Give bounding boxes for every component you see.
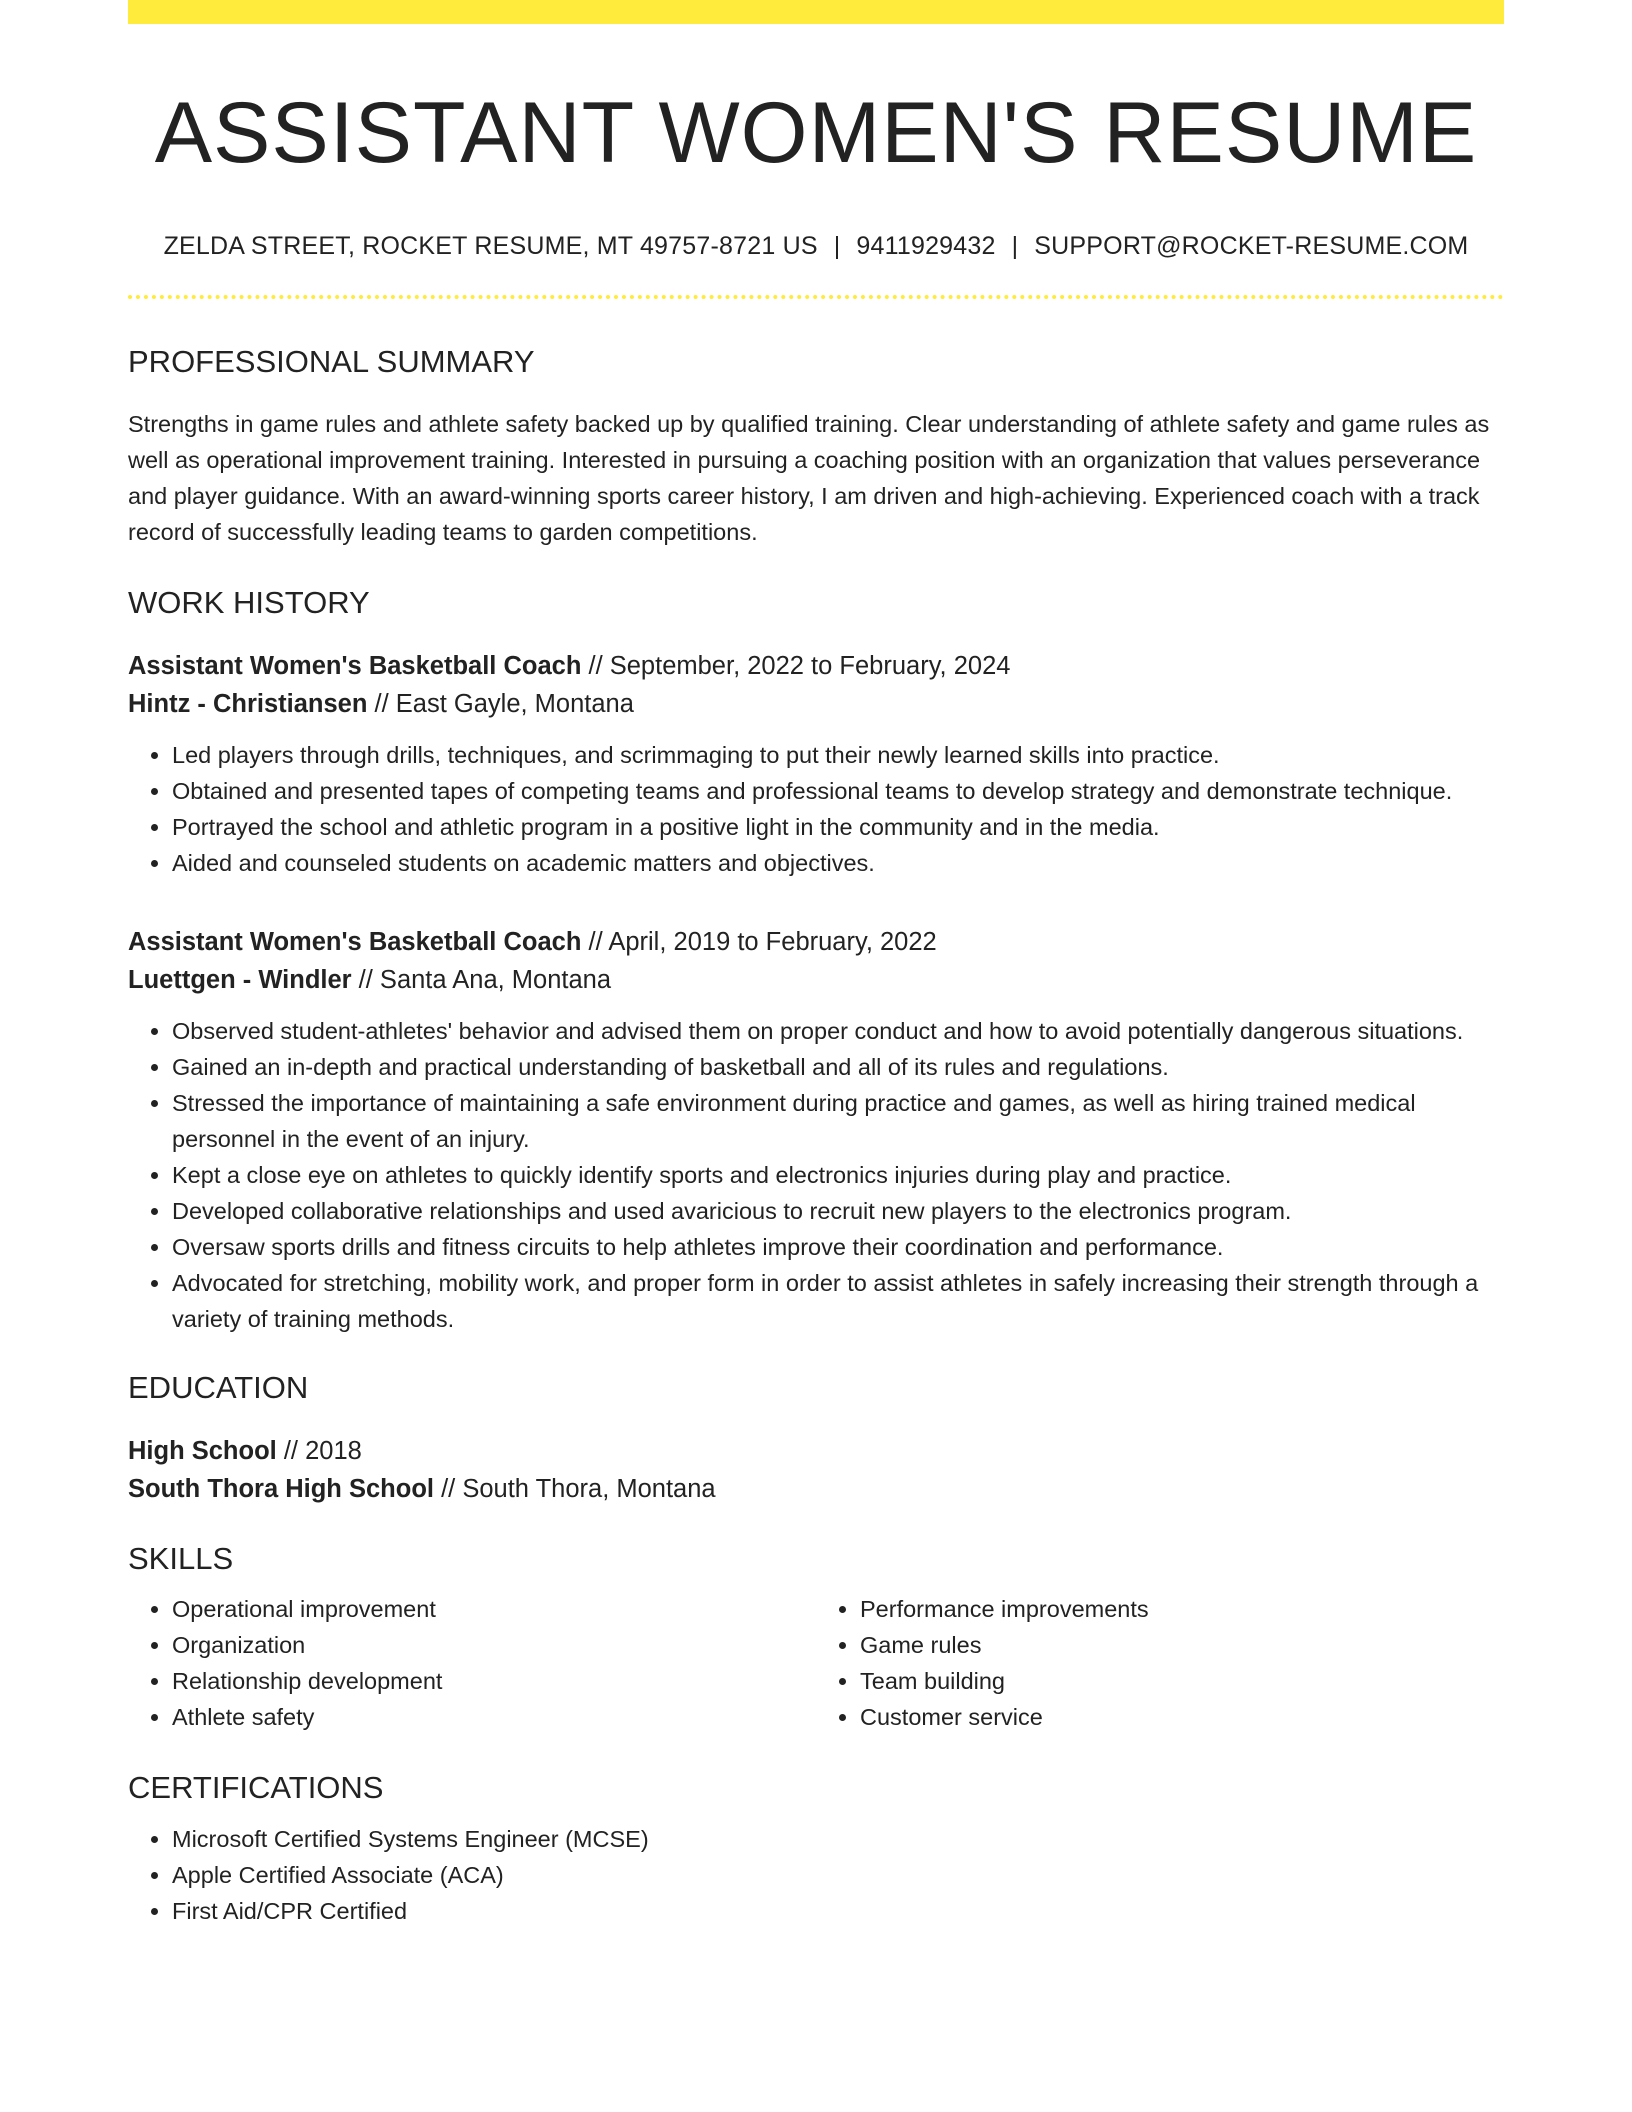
education-entry: [128, 1432, 1504, 1508]
list-item: • Aided and counseled students on academic matters and objectives.: [172, 845, 1504, 881]
list-item: • Microsoft Certified Systems Engineer (MCSE): [172, 1821, 1504, 1857]
list-item: • Obtained and presented tapes of competing teams and professional teams to develop strategy and demonstrate technique.: [172, 773, 1504, 809]
list-item: • Oversaw sports drills and fitness circuits to help athletes improve their coordination and performance.: [172, 1229, 1504, 1265]
list-item: • Portrayed the school and athletic program in a positive light in the community and in the media.: [172, 809, 1504, 845]
job-title: Assistant Women's Basketball Coach: [128, 651, 582, 680]
accent-top-bar: [128, 0, 1504, 24]
resume-title: ASSISTANT WOMEN'S RESUME: [154, 85, 1478, 181]
job-company: Luettgen - Windler: [128, 965, 352, 994]
list-item: • Organization: [172, 1627, 816, 1663]
list-item: • Customer service: [860, 1699, 1504, 1735]
certifications-list: [128, 1821, 1504, 1929]
contact-line: [128, 231, 1504, 261]
contact-phone: 9411929432: [856, 231, 996, 260]
school-line: [128, 1470, 1504, 1508]
certifications-heading: CERTIFICATIONS: [128, 1770, 384, 1806]
school-location: // South Thora, Montana: [433, 1475, 716, 1504]
job-title-line: [128, 647, 1504, 685]
skills-list-right: [816, 1591, 1504, 1735]
job-duties-list: [128, 737, 1504, 881]
list-item: • Performance improvements: [860, 1591, 1504, 1627]
education-section: [128, 1369, 1504, 1508]
list-item: • Apple Certified Associate (ACA): [172, 1857, 1504, 1893]
summary-section: [128, 343, 1504, 550]
list-item: • Team building: [860, 1663, 1504, 1699]
contact-email: SUPPORT@ROCKET-RESUME.COM: [1034, 231, 1469, 260]
list-item: • Athlete safety: [172, 1699, 816, 1735]
degree: High School: [128, 1437, 277, 1466]
list-item: • Advocated for stretching, mobility work, and proper form in order to assist athletes in safely increasing their strength through a variety of training methods.: [172, 1265, 1504, 1337]
contact-separator: |: [1011, 231, 1019, 260]
job-entry: [128, 923, 1504, 1337]
skills-grid: [128, 1591, 1504, 1735]
education-heading: EDUCATION: [128, 1369, 309, 1405]
list-item: • Developed collaborative relationships and used avaricious to recruit new players to the electronics program.: [172, 1193, 1504, 1229]
job-duties-list: [128, 1013, 1504, 1337]
list-item: • Kept a close eye on athletes to quickly identify sports and electronics injuries during play and practice.: [172, 1157, 1504, 1193]
job-title: Assistant Women's Basketball Coach: [128, 927, 582, 956]
job-location: // East Gayle, Montana: [367, 689, 634, 718]
job-title-line: [128, 923, 1504, 961]
summary-text: Strengths in game rules and athlete safety backed up by qualified training. Clear understanding of athlete safety and game rules as well as operational improvement training. Interested in pursuing a coaching position with an organization that values perseverance and player guidance. With an award-winning sports career history, I am driven and high-achieving. Experienced coach with a track record of successfully leading teams to garden competitions.: [128, 410, 1490, 545]
job-company: Hintz - Christiansen: [128, 689, 368, 718]
contact-address: ZELDA STREET, ROCKET RESUME, MT 49757-8721 US: [163, 231, 818, 260]
job-location: // Santa Ana, Montana: [351, 965, 612, 994]
skills-section: [128, 1540, 1504, 1735]
job-dates: // September, 2022 to February, 2024: [581, 651, 1011, 680]
work-history-heading: WORK HISTORY: [128, 584, 370, 620]
contact-separator: |: [833, 231, 841, 260]
job-company-line: [128, 685, 1504, 723]
list-item: • Game rules: [860, 1627, 1504, 1663]
degree-line: [128, 1432, 1504, 1470]
list-item: • Operational improvement: [172, 1591, 816, 1627]
list-item: • Stressed the importance of maintaining a safe environment during practice and games, as well as hiring trained medical personnel in the event of an injury.: [172, 1085, 1504, 1157]
work-history-section: [128, 584, 1504, 1337]
graduation-year: // 2018: [276, 1437, 362, 1466]
list-item: • First Aid/CPR Certified: [172, 1893, 1504, 1929]
list-item: • Gained an in-depth and practical understanding of basketball and all of its rules and regulations.: [172, 1049, 1504, 1085]
school-name: South Thora High School: [128, 1475, 434, 1504]
certifications-section: [128, 1769, 1504, 1928]
list-item: • Relationship development: [172, 1663, 816, 1699]
job-entry: [128, 647, 1504, 881]
skills-heading: SKILLS: [128, 1541, 234, 1577]
dotted-divider: [128, 295, 1504, 299]
skills-list-left: [128, 1591, 816, 1735]
job-company-line: [128, 961, 1504, 999]
summary-heading: PROFESSIONAL SUMMARY: [128, 343, 535, 379]
list-item: • Observed student-athletes' behavior and advised them on proper conduct and how to avoid potentially dangerous situations.: [172, 1013, 1504, 1049]
list-item: • Led players through drills, techniques, and scrimmaging to put their newly learned skills into practice.: [172, 737, 1504, 773]
job-dates: // April, 2019 to February, 2022: [581, 927, 937, 956]
